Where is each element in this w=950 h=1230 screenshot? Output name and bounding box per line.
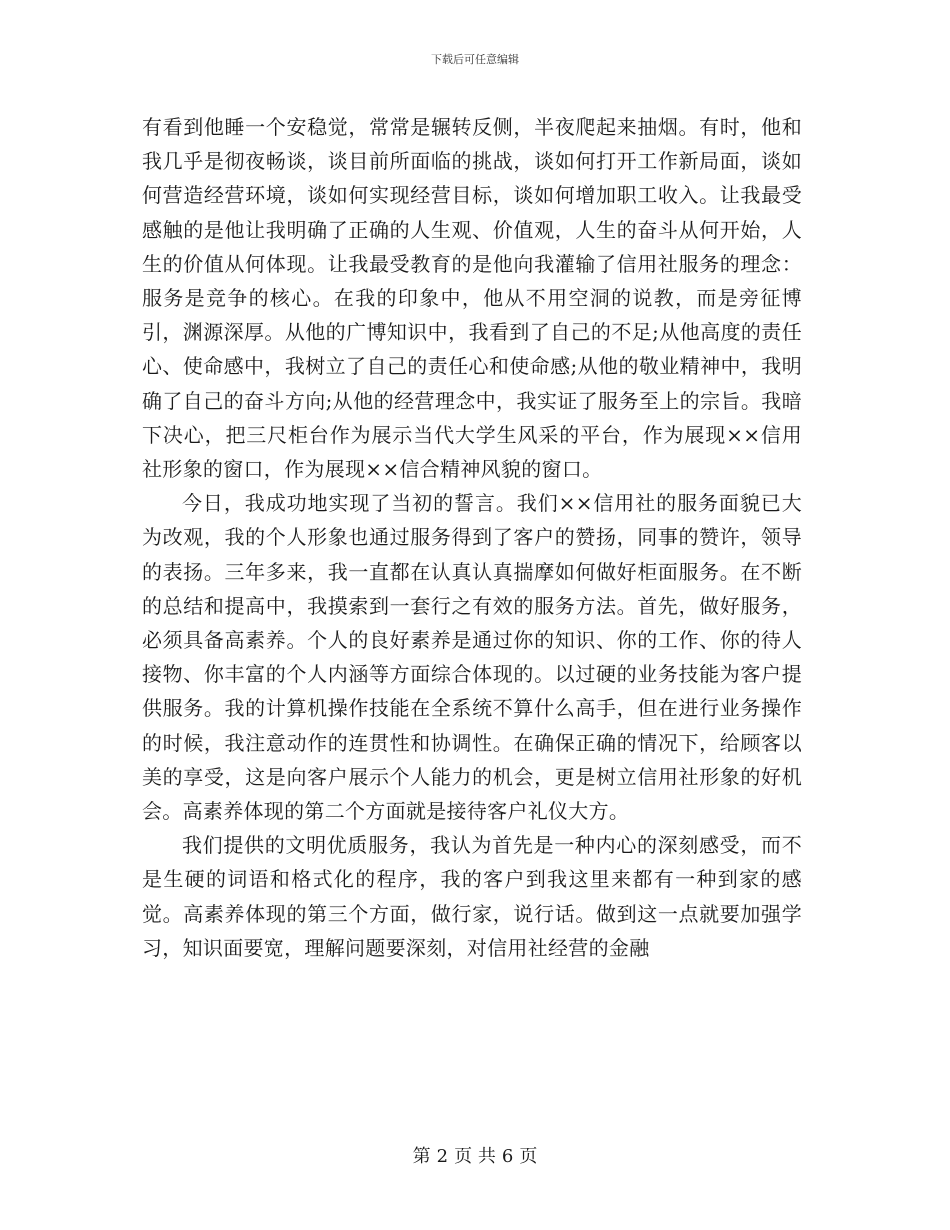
paragraph-2: 今日，我成功地实现了当初的誓言。我们××信用社的服务面貌已大为改观，我的个人形象也通过服务得到了客户的赞扬，同事的赞许，领导的表扬。三年多来，我一直都在认真认真揣摩如何做好柜面服务。在不断的总结和提高中，我摸索到一套行之有效的服务方法。首先，做好服务，必须具备高素养。个人的良好素养是通过你的知识、你的工作、你的待人接物、你丰富的个人内涵等方面综合体现的。以过硬的业务技能为客户提供服务。我的计算机操作技能在全系统不算什么高手，但在进行业务操作的时候，我注意动作的连贯性和协调性。在确保正确的情况下，给顾客以美的享受，这是向客户展示个人能力的机会，更是树立信用社形象的好机会。高素养体现的第二个方面就是接待客户礼仪大方。 [142, 491, 802, 824]
footer-suffix: 页 [519, 1146, 538, 1167]
footer-prefix: 第 [412, 1146, 431, 1167]
document-body [142, 110, 802, 965]
footer-total-pages: 6 [501, 1146, 514, 1167]
page-footer [0, 1146, 950, 1168]
header-text: 下载后可任意编辑 [431, 53, 519, 66]
paragraph-1: 有看到他睡一个安稳觉，常常是辗转反侧，半夜爬起来抽烟。有时，他和我几乎是彻夜畅谈，谈目前所面临的挑战，谈如何打开工作新局面，谈如何营造经营环境，谈如何实现经营目标，谈如何增加职工收入。让我最受感触的是他让我明确了正确的人生观、价值观，人生的奋斗从何开始，人生的价值从何体现。让我最受教育的是他向我灌输了信用社服务的理念：服务是竞争的核心。在我的印象中，他从不用空洞的说教，而是旁征博引，渊源深厚。从他的广博知识中，我看到了自己的不足;从他高度的责任心、使命感中，我树立了自己的责任心和使命感;从他的敬业精神中，我明确了自己的奋斗方向;从他的经营理念中，我实证了服务至上的宗旨。我暗下决心，把三尺柜台作为展示当代大学生风采的平台，作为展现××信用社形象的窗口，作为展现××信合精神风貌的窗口。 [142, 115, 802, 482]
footer-middle: 页 共 [454, 1146, 496, 1167]
paragraph-3: 我们提供的文明优质服务，我认为首先是一种内心的深刻感受，而不是生硬的词语和格式化的程序，我的客户到我这里来都有一种到家的感觉。高素养体现的第三个方面，做行家，说行话。做到这一点就要加强学习，知识面要宽，理解问题要深刻，对信用社经营的金融 [142, 833, 802, 960]
footer-page-number: 2 [436, 1146, 449, 1167]
page-header [0, 53, 950, 67]
